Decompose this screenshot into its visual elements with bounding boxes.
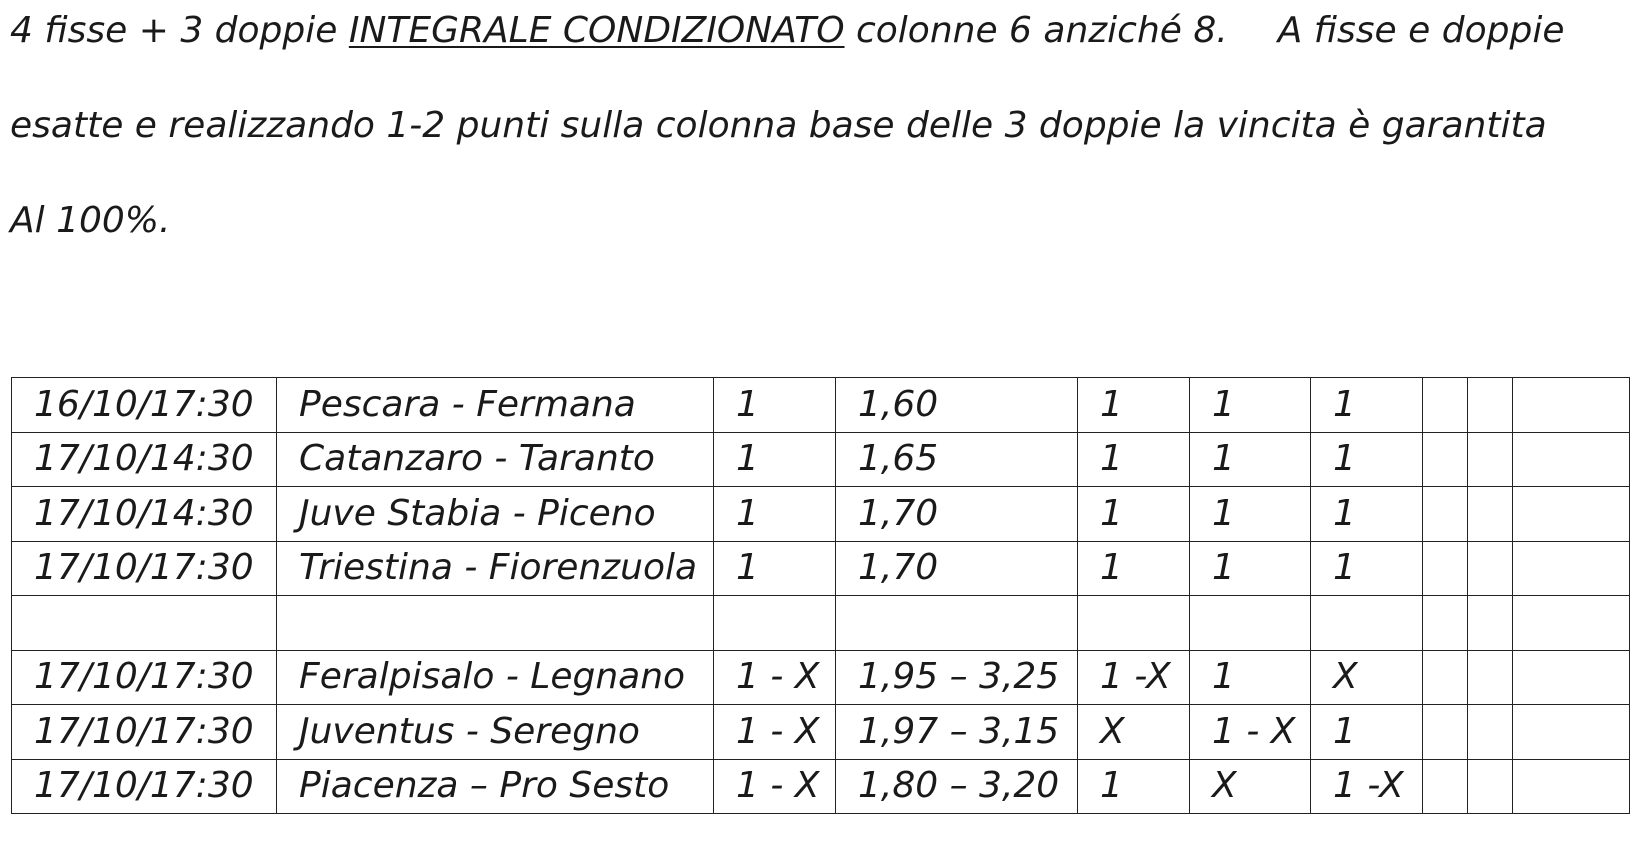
pick-cell <box>714 596 836 651</box>
column-3-cell: 1 <box>1311 541 1423 596</box>
table-row <box>12 759 1630 814</box>
intro-line-3: Al 100%. <box>10 200 171 241</box>
match-cell: Feralpisalo - Legnano <box>277 650 714 705</box>
match-cell <box>277 596 714 651</box>
empty-cell <box>1468 487 1513 542</box>
intro-line-2: esatte e realizzando 1-2 punti sulla colonna base delle 3 doppie la vincita è garantita <box>10 105 1547 146</box>
empty-cell <box>1513 650 1630 705</box>
column-3-cell: 1 <box>1311 432 1423 487</box>
empty-cell <box>1513 705 1630 760</box>
empty-cell <box>1513 487 1630 542</box>
intro-line-1-start: 4 fisse + 3 doppie <box>10 10 349 51</box>
empty-cell <box>1423 378 1468 433</box>
empty-cell <box>1513 596 1630 651</box>
odds-cell: 1,70 <box>836 541 1078 596</box>
table-row <box>12 705 1630 760</box>
column-1-cell: 1 <box>1078 432 1190 487</box>
column-1-cell <box>1078 596 1190 651</box>
column-3-cell: 1 <box>1311 378 1423 433</box>
empty-cell <box>1468 541 1513 596</box>
pick-cell: 1 - X <box>714 759 836 814</box>
odds-cell: 1,60 <box>836 378 1078 433</box>
odds-cell: 1,70 <box>836 487 1078 542</box>
empty-cell <box>1468 378 1513 433</box>
table-row <box>12 378 1630 433</box>
intro-line-1-middle: colonne 6 anziché 8. <box>844 10 1228 51</box>
column-2-cell: 1 <box>1190 487 1311 542</box>
date-cell: 17/10/17:30 <box>12 705 277 760</box>
date-cell <box>12 596 277 651</box>
empty-cell <box>1423 541 1468 596</box>
empty-cell <box>1468 432 1513 487</box>
pick-cell: 1 - X <box>714 650 836 705</box>
table-row <box>12 596 1630 651</box>
pick-cell: 1 - X <box>714 705 836 760</box>
odds-cell <box>836 596 1078 651</box>
date-cell: 17/10/17:30 <box>12 541 277 596</box>
table-row <box>12 650 1630 705</box>
pick-cell: 1 <box>714 487 836 542</box>
match-cell: Triestina - Fiorenzuola <box>277 541 714 596</box>
empty-cell <box>1468 650 1513 705</box>
match-cell: Piacenza – Pro Sesto <box>277 759 714 814</box>
table-row <box>12 487 1630 542</box>
date-cell: 16/10/17:30 <box>12 378 277 433</box>
empty-cell <box>1423 487 1468 542</box>
empty-cell <box>1513 759 1630 814</box>
odds-cell: 1,80 – 3,20 <box>836 759 1078 814</box>
column-3-cell: 1 <box>1311 487 1423 542</box>
column-1-cell: 1 <box>1078 759 1190 814</box>
column-2-cell: 1 <box>1190 432 1311 487</box>
intro-underlined-term: INTEGRALE CONDIZIONATO <box>348 10 845 51</box>
column-3-cell: 1 -X <box>1311 759 1423 814</box>
empty-cell <box>1513 378 1630 433</box>
empty-cell <box>1468 759 1513 814</box>
table-row <box>12 432 1630 487</box>
table-body <box>12 378 1630 814</box>
date-cell: 17/10/17:30 <box>12 759 277 814</box>
match-cell: Juve Stabia - Piceno <box>277 487 714 542</box>
column-2-cell <box>1190 596 1311 651</box>
column-1-cell: 1 -X <box>1078 650 1190 705</box>
pick-cell: 1 <box>714 432 836 487</box>
odds-cell: 1,65 <box>836 432 1078 487</box>
column-3-cell: 1 <box>1311 705 1423 760</box>
pick-cell: 1 <box>714 541 836 596</box>
empty-cell <box>1423 759 1468 814</box>
date-cell: 17/10/14:30 <box>12 432 277 487</box>
intro-line-1 <box>10 11 1564 51</box>
column-2-cell: X <box>1190 759 1311 814</box>
odds-cell: 1,95 – 3,25 <box>836 650 1078 705</box>
betting-table <box>11 377 1630 814</box>
empty-cell <box>1468 705 1513 760</box>
column-1-cell: X <box>1078 705 1190 760</box>
intro-line-1-end: A fisse e doppie <box>1277 10 1565 51</box>
empty-cell <box>1423 705 1468 760</box>
empty-cell <box>1423 650 1468 705</box>
column-1-cell: 1 <box>1078 487 1190 542</box>
column-2-cell: 1 <box>1190 541 1311 596</box>
column-1-cell: 1 <box>1078 378 1190 433</box>
match-cell: Catanzaro - Taranto <box>277 432 714 487</box>
column-1-cell: 1 <box>1078 541 1190 596</box>
empty-cell <box>1513 541 1630 596</box>
empty-cell <box>1423 596 1468 651</box>
empty-cell <box>1513 432 1630 487</box>
empty-cell <box>1423 432 1468 487</box>
column-2-cell: 1 <box>1190 650 1311 705</box>
date-cell: 17/10/14:30 <box>12 487 277 542</box>
column-2-cell: 1 <box>1190 378 1311 433</box>
column-3-cell: X <box>1311 650 1423 705</box>
date-cell: 17/10/17:30 <box>12 650 277 705</box>
pick-cell: 1 <box>714 378 836 433</box>
column-2-cell: 1 - X <box>1190 705 1311 760</box>
odds-cell: 1,97 – 3,15 <box>836 705 1078 760</box>
column-3-cell <box>1311 596 1423 651</box>
match-cell: Pescara - Fermana <box>277 378 714 433</box>
empty-cell <box>1468 596 1513 651</box>
table-row <box>12 541 1630 596</box>
match-cell: Juventus - Seregno <box>277 705 714 760</box>
